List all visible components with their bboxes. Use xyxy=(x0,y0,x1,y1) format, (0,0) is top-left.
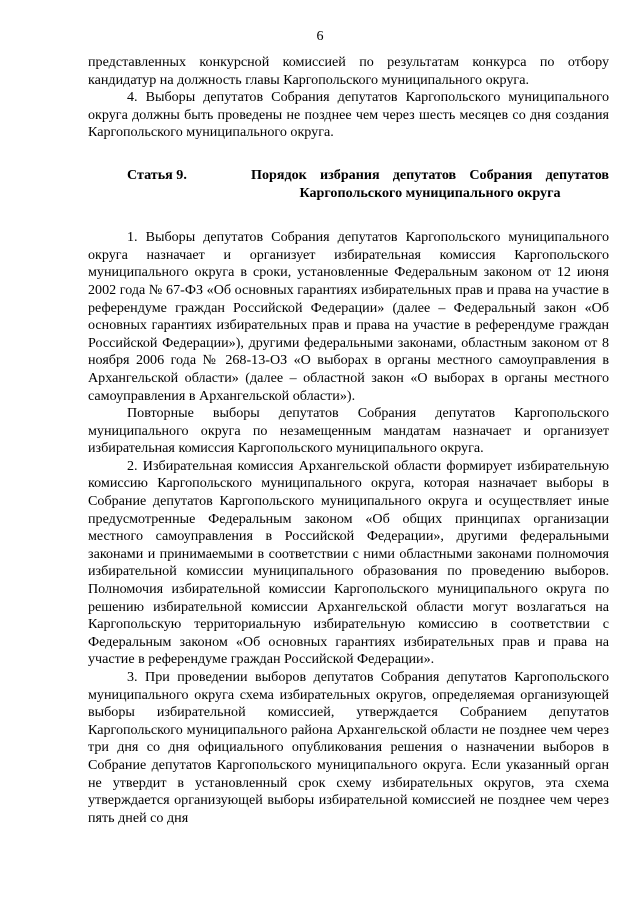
paragraph-repeat-elections: Повторные выборы депутатов Собрания депутатов Каргопольского муниципального округа по незамещенным мандатам назначает и организует избирательная комиссия Каргопольского муниципального округа. xyxy=(88,405,609,457)
paragraph-item-3: 3. При проведении выборов депутатов Собрания депутатов Каргопольского муниципального округа схема избирательных округов, определяемая организующей выборы избирательной комиссией, утверждается Собранием депутатов Каргопольского муниципального района Архангельской области не позднее чем через три дня со дня официального опубликования решения о назначении выборов в Собрание депутатов Каргопольского муниципального округа. Если указанный орган не утвердит в установленный срок схему избирательных округов, эта схема утверждается организующей выборы избирательной комиссией не позднее чем через пять дней со дня xyxy=(88,669,609,826)
paragraph-item-1: 1. Выборы депутатов Собрания депутатов Каргопольского муниципального округа назначает и организует избирательная комиссия Каргопольского муниципального округа в сроки, установленные Федеральным законом от 12 июня 2002 года № 67-ФЗ «Об основных гарантиях избирательных прав и права на участие в референдуме граждан Российской Федерации» (далее – Федеральный закон «Об основных гарантиях избирательных прав и права на участие в референдуме граждан Российской Федерации»), другими федеральными законами, областным законом от 8 ноября 2006 года № 268-13-ОЗ «О выборах в органы местного самоуправления в Архангельской области» (далее – областной закон «О выборах в органы местного самоуправления в Архангельской области»). xyxy=(88,229,609,404)
paragraph-item-4: 4. Выборы депутатов Собрания депутатов Каргопольского муниципального округа должны быть проведены не позднее чем через шесть месяцев со дня создания Каргопольского муниципального округа. xyxy=(88,89,609,141)
paragraph-item-2: 2. Избирательная комиссия Архангельской области формирует избирательную комиссию Каргопольского муниципального округа, которая назначает выборы в Собрание депутатов Каргопольского муниципального округа и осуществляет иные предусмотренные Федеральным законом «Об общих принципах организации местного самоуправления в Российской Федерации», другими федеральными законами и принимаемыми в соответствии с ними областными законами полномочия избирательной комиссии муниципального образования по проведению выборов. Полномочия избирательной комиссии Каргопольского муниципального округа по решению избирательной комиссии Архангельской области могут возлагаться на Каргопольскую территориальную избирательную комиссию в соответствии с Федеральным законом «Об основных гарантиях избирательных прав и права на участие в референдуме граждан Российской Федерации». xyxy=(88,457,609,668)
document-body xyxy=(88,54,609,827)
article-number: Статья 9. xyxy=(127,166,187,183)
paragraph-continuation: представленных конкурсной комиссией по результатам конкурса по отбору кандидатур на должность главы Каргопольского муниципального округа. xyxy=(88,54,609,88)
article-title: Порядок избрания депутатов Собрания депутатов Каргопольского муниципального округа xyxy=(251,166,609,201)
page-number: 6 xyxy=(316,28,324,44)
article-heading xyxy=(88,167,609,202)
